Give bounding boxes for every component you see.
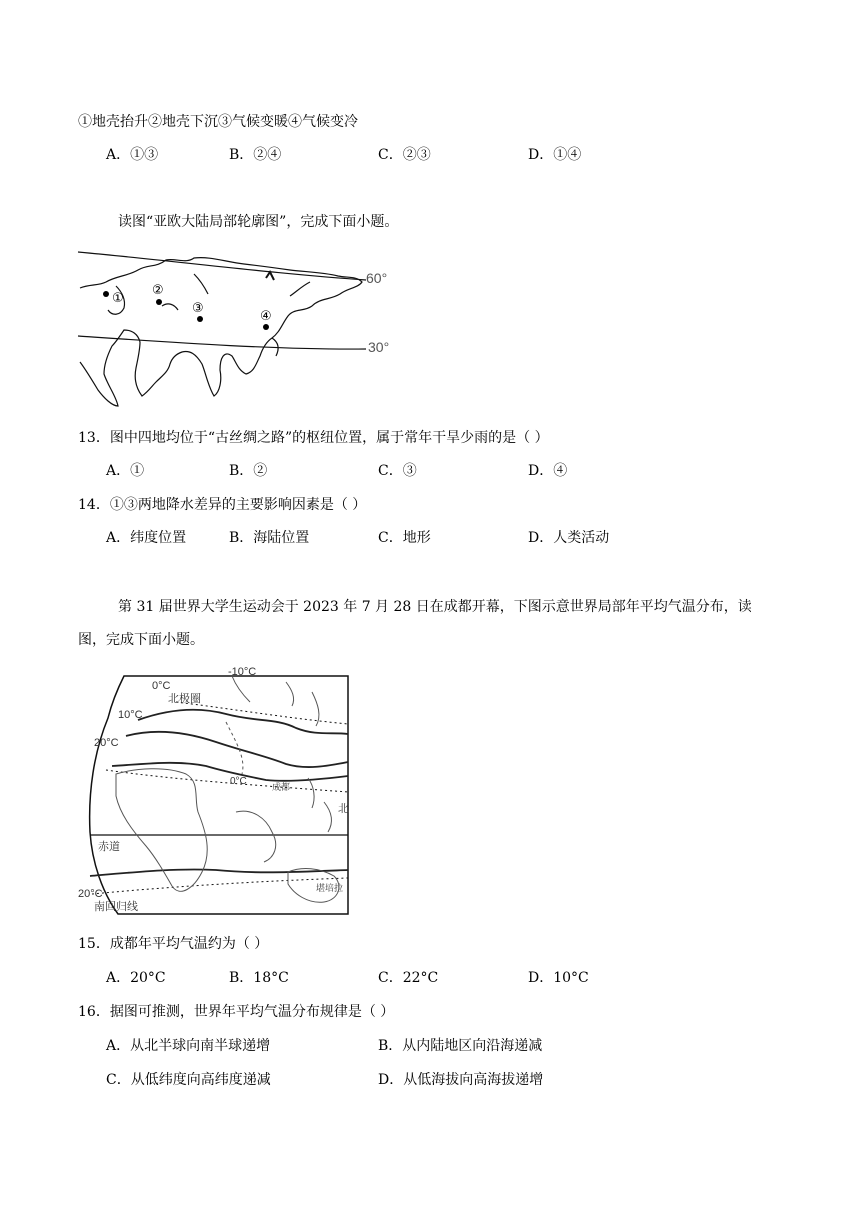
eurasia-outline-map xyxy=(76,246,406,412)
q14-option-c: C．地形 xyxy=(378,530,431,546)
q12-option-a: A．①③ xyxy=(106,147,159,163)
isotherm-10-label: 10°C xyxy=(118,709,143,721)
q16-option-c: C．从低纬度向高纬度递减 xyxy=(106,1072,271,1088)
q12-option-b: B．②④ xyxy=(229,147,282,163)
q15-option-c: C．22°C xyxy=(378,970,439,986)
isotherm-0-label: 0°C xyxy=(152,680,171,692)
point-4-label: ④ xyxy=(260,308,272,323)
intro-temperature-line1: 第 31 届世界大学生运动会于 2023 年 7 月 28 日在成都开幕，下图示意世界局部年平均气温分布，读 xyxy=(118,599,752,615)
q15-option-b: B．18°C xyxy=(229,970,289,986)
isotherm-20-south-label: 20°C xyxy=(78,888,103,900)
point-2 xyxy=(156,299,162,305)
tropic-north-label: 北 xyxy=(338,803,349,815)
intro-eurasia: 读图“亚欧大陆局部轮廓图”，完成下面小题。 xyxy=(118,214,399,230)
arctic-circle-label: 北极圈 xyxy=(168,693,201,705)
tropic-capricorn-label: 南回归线 xyxy=(94,901,138,913)
canberra-label: 堪培拉 xyxy=(316,883,344,893)
point-3-label: ③ xyxy=(192,300,204,315)
q13-option-a: A．① xyxy=(106,463,145,479)
q16-option-a: A．从北半球向南半球递增 xyxy=(106,1038,271,1054)
q14-option-d: D．人类活动 xyxy=(528,530,610,546)
q14-option-b: B．海陆位置 xyxy=(229,530,310,546)
q15-option-d: D．10°C xyxy=(528,970,589,986)
q13-option-b: B．② xyxy=(229,463,268,479)
q13-stem: 13．图中四地均位于“古丝绸之路”的枢纽位置，属于常年干旱少雨的是（ ） xyxy=(78,430,549,446)
intro-temperature-line2: 图，完成下面小题。 xyxy=(78,632,204,648)
equator-label: 赤道 xyxy=(98,841,120,853)
q13-option-d: D．④ xyxy=(528,463,568,479)
q12-option-d: D．①④ xyxy=(528,147,582,163)
q15-stem: 15．成都年平均气温约为（ ） xyxy=(78,936,269,952)
lat-60-label: 60° xyxy=(366,270,388,286)
isotherm-minus10-label: -10°C xyxy=(228,666,257,678)
isotherm-20-label: 20°C xyxy=(94,737,119,749)
point-4 xyxy=(263,324,269,330)
q16-option-d: D．从低海拔向高海拔递增 xyxy=(378,1072,544,1088)
lat-30-line xyxy=(78,336,366,349)
q14-stem: 14．①③两地降水差异的主要影响因素是（ ） xyxy=(78,497,367,513)
point-3 xyxy=(197,316,203,322)
q13-option-c: C．③ xyxy=(378,463,417,479)
q12-statement: ①地壳抬升②地壳下沉③气候变暖④气候变冷 xyxy=(78,114,358,130)
point-1-label: ① xyxy=(112,290,124,305)
isotherm-0-inland-label: 0°C xyxy=(230,776,247,787)
q15-option-a: A．20°C xyxy=(106,970,166,986)
lat-30-label: 30° xyxy=(368,339,390,355)
point-2-label: ② xyxy=(152,282,164,297)
temperature-distribution-map xyxy=(76,662,354,916)
point-1 xyxy=(103,291,109,297)
q16-option-b: B．从内陆地区向沿海递减 xyxy=(378,1038,543,1054)
chengdu-label: 成都 xyxy=(272,782,291,792)
q16-stem: 16．据图可推测，世界年平均气温分布规律是（ ） xyxy=(78,1004,395,1020)
q14-option-a: A．纬度位置 xyxy=(106,530,187,546)
q12-option-c: C．②③ xyxy=(378,147,431,163)
